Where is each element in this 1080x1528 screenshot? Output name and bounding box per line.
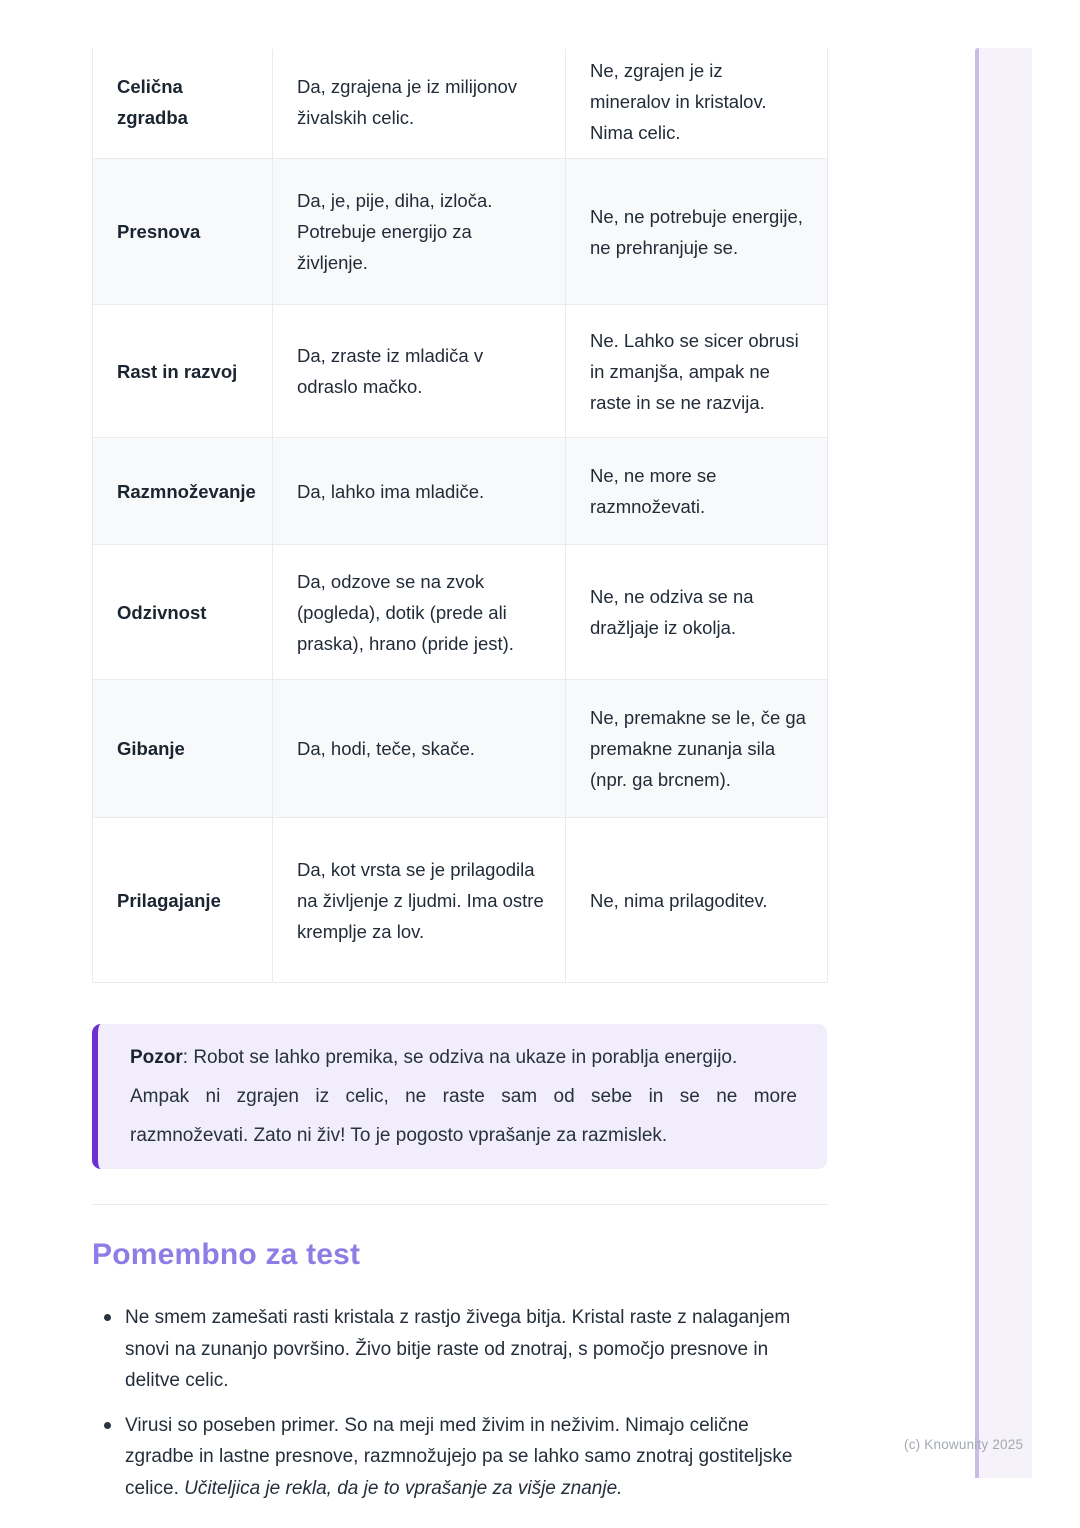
table-row [93, 545, 828, 680]
row-label: Celična zgradba [93, 49, 273, 159]
side-decoration-strip [975, 48, 1032, 1478]
row-label: Rast in razvoj [93, 305, 273, 438]
table-row [93, 680, 828, 818]
callout-label: Pozor [130, 1047, 183, 1068]
robot-cell: Ne, zgrajen je iz mineralov in kristalov. Nima celic. [566, 49, 828, 159]
table-row [93, 818, 828, 983]
cat-cell: Da, zgrajena je iz milijonov živalskih celic. [273, 49, 566, 159]
robot-cell: Ne, premakne se le, če ga premakne zunanja sila (npr. ga brcnem). [566, 680, 828, 818]
row-label: Prilagajanje [93, 818, 273, 983]
robot-cell: Ne, nima prilagoditev. [566, 818, 828, 983]
list-item-text: Ne smem zamešati rasti kristala z rastjo živega bitja. Kristal raste z nalaganjem snovi na zunanjo površino. Živo bitje raste od znotraj, s pomočjo presnove in delitve celic. [125, 1307, 791, 1391]
cat-cell: Da, je, pije, diha, izloča. Potrebuje energijo za življenje. [273, 159, 566, 305]
callout-line: Ampak ni zgrajen iz celic, ne raste sam od sebe in se ne more [130, 1086, 797, 1107]
robot-cell: Ne, ne potrebuje energije, ne prehranjuje se. [566, 159, 828, 305]
callout-line [130, 1038, 797, 1077]
list-item [92, 1302, 804, 1397]
page-content [92, 0, 827, 1504]
copyright-watermark: (c) Knowunity 2025 [904, 1437, 1024, 1452]
row-label: Odzivnost [93, 545, 273, 680]
row-label: Razmnoževanje [93, 438, 273, 545]
row-label: Presnova [93, 159, 273, 305]
list-item-italic-text: Učiteljica je rekla, da je to vprašanje za višje znanje. [184, 1477, 623, 1499]
list-item-text: Virusi so poseben primer. So na meji med živim in neživim. Nimajo celične zgradbe in lastne presnove, razmnožujejo pa se lahko samo znotraj gostiteljske celice. [125, 1414, 793, 1499]
table-row [93, 438, 828, 545]
important-list [92, 1302, 804, 1504]
robot-cell: Ne, ne more se razmnoževati. [566, 438, 828, 545]
robot-cell: Ne, ne odziva se na dražljaje iz okolja. [566, 545, 828, 680]
callout-text: : Robot se lahko premika, se odziva na ukaze in porablja energijo. [182, 1047, 738, 1068]
cat-cell: Da, kot vrsta se je prilagodila na življenje z ljudmi. Ima ostre kremplje za lov. [273, 818, 566, 983]
table-row [93, 49, 828, 159]
robot-cell: Ne. Lahko se sicer obrusi in zmanjša, ampak ne raste in se ne razvija. [566, 305, 828, 438]
cat-cell: Da, lahko ima mladiče. [273, 438, 566, 545]
section-heading: Pomembno za test [92, 1238, 361, 1271]
section-divider [92, 1204, 827, 1205]
cat-cell: Da, zraste iz mladiča v odraslo mačko. [273, 305, 566, 438]
callout-note [92, 1024, 827, 1169]
table-row [93, 159, 828, 305]
cat-cell: Da, hodi, teče, skače. [273, 680, 566, 818]
comparison-table [92, 49, 828, 983]
cat-cell: Da, odzove se na zvok (pogleda), dotik (prede ali praska), hrano (pride jest). [273, 545, 566, 680]
list-item [92, 1410, 804, 1505]
callout-line: razmnoževati. Zato ni živ! To je pogosto vprašanje za razmislek. [130, 1125, 668, 1146]
row-label: Gibanje [93, 680, 273, 818]
table-row [93, 305, 828, 438]
